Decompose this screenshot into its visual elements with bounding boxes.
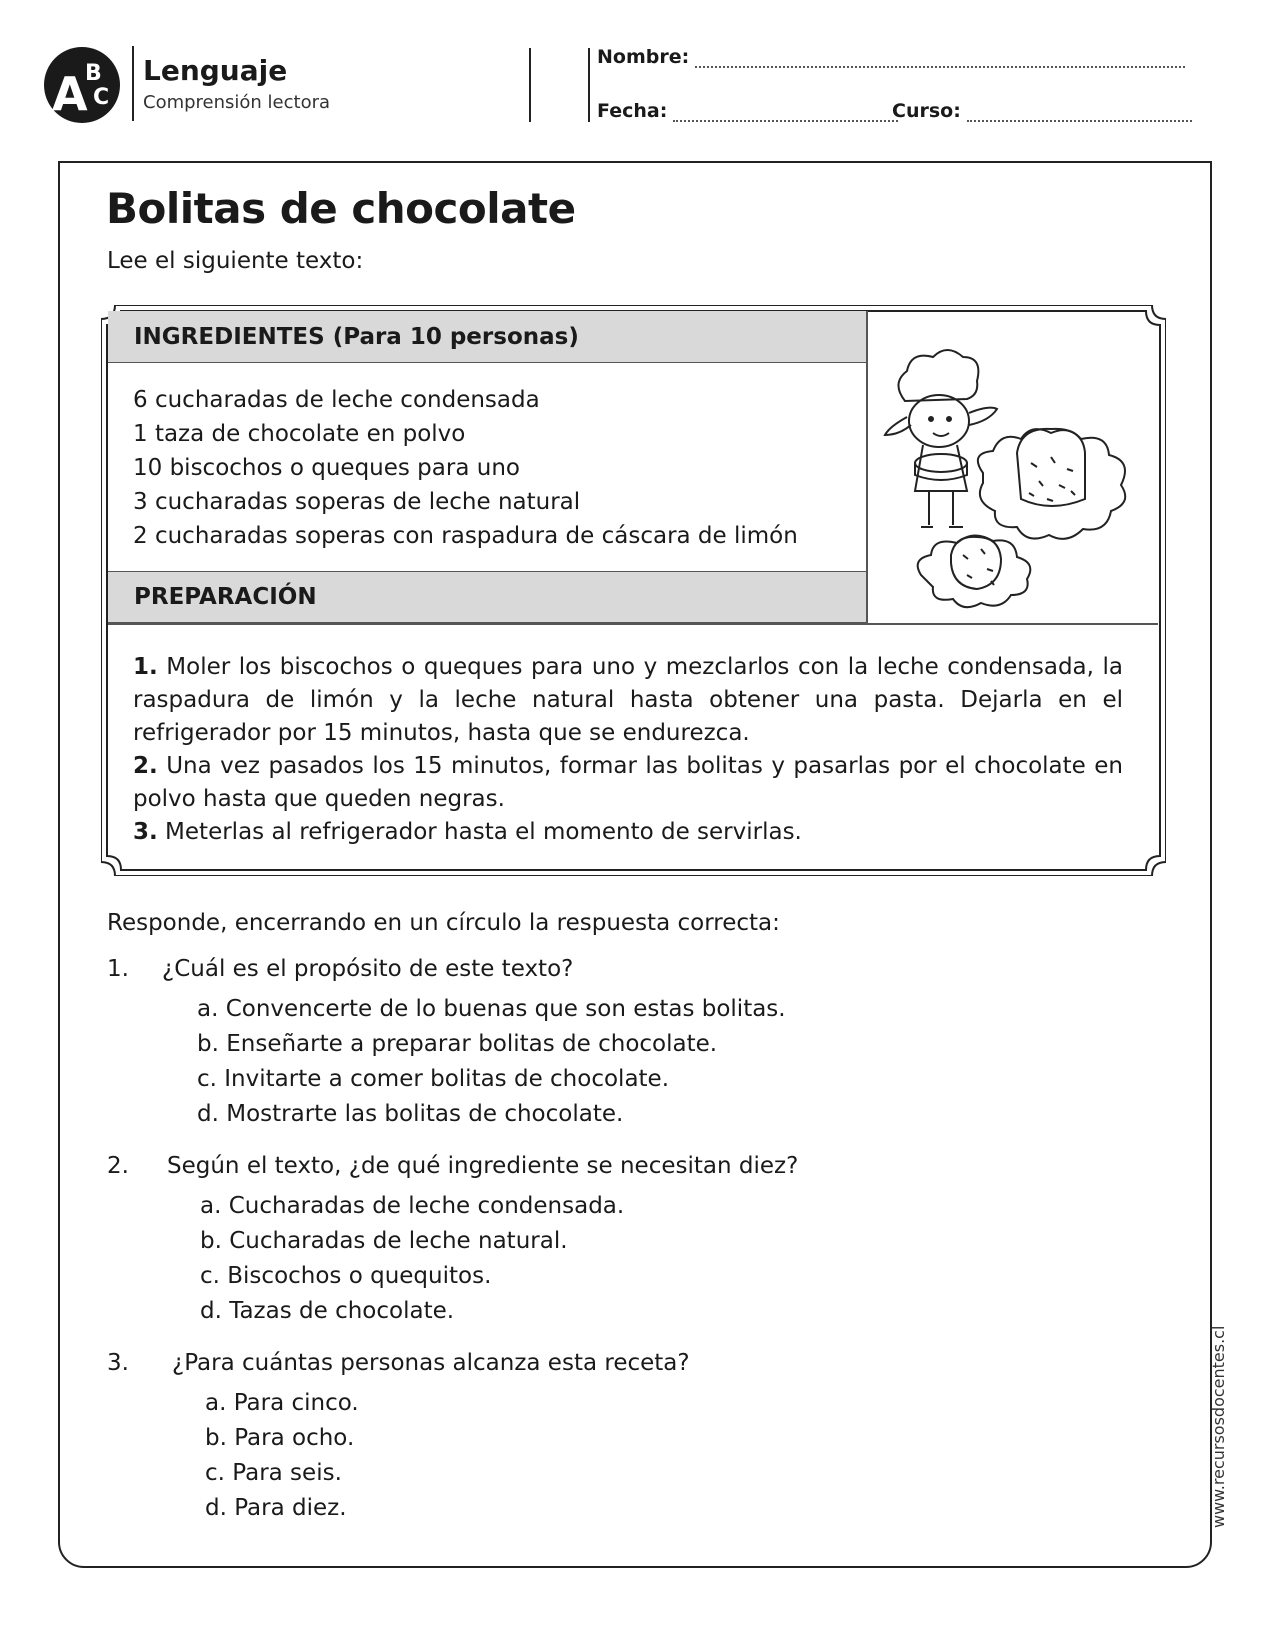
answer-option[interactable]: c. Para seis. xyxy=(205,1460,342,1486)
preparation-heading: PREPARACIÓN xyxy=(108,571,866,623)
answer-option[interactable]: b. Enseñarte a preparar bolitas de chocolate. xyxy=(197,1031,718,1057)
answer-option[interactable]: a. Cucharadas de leche condensada. xyxy=(200,1193,625,1219)
name-field[interactable] xyxy=(597,46,1185,68)
intro-text: Lee el siguiente texto: xyxy=(107,248,364,274)
answer-option[interactable]: b. Para ocho. xyxy=(205,1425,355,1451)
ingredients-list xyxy=(133,383,798,553)
step-number: 2. xyxy=(133,753,158,779)
preparation-step xyxy=(133,651,1123,750)
question-number: 1. xyxy=(107,956,129,982)
subject-subtitle: Comprensión lectora xyxy=(143,92,331,113)
date-field[interactable] xyxy=(597,100,898,122)
preparation-step xyxy=(133,816,1123,849)
recipe-box xyxy=(101,305,1166,876)
name-label: Nombre: xyxy=(597,46,690,68)
page-title: Bolitas de chocolate xyxy=(106,184,576,233)
ingredients-heading: INGREDIENTES (Para 10 personas) xyxy=(108,311,866,363)
answer-option[interactable]: c. Biscochos o quequitos. xyxy=(200,1263,492,1289)
answer-option[interactable]: d. Mostrarte las bolitas de chocolate. xyxy=(197,1101,624,1127)
ingredient-item: 10 biscochos o queques para uno xyxy=(133,455,520,481)
answer-option[interactable]: a. Para cinco. xyxy=(205,1390,359,1416)
date-line[interactable] xyxy=(673,102,898,122)
answer-option[interactable]: c. Invitarte a comer bolitas de chocolate. xyxy=(197,1066,670,1092)
options-list xyxy=(197,992,786,1132)
course-label: Curso: xyxy=(892,100,961,122)
question-number: 2. xyxy=(107,1153,129,1179)
chef-girl-chocolate-illustration xyxy=(871,323,1161,618)
answer-option[interactable]: d. Tazas de chocolate. xyxy=(200,1298,455,1324)
header-separator xyxy=(529,48,531,122)
question-text: ¿Cuál es el propósito de este texto? xyxy=(162,956,574,982)
ingredient-item: 1 taza de chocolate en polvo xyxy=(133,421,466,447)
table-divider xyxy=(108,623,1158,625)
table-divider xyxy=(866,311,868,623)
abc-logo xyxy=(43,46,121,124)
preparation-step xyxy=(133,750,1123,816)
step-number: 1. xyxy=(133,654,158,680)
options-list xyxy=(205,1386,359,1526)
header-divider xyxy=(132,46,134,121)
course-field[interactable] xyxy=(892,100,1192,122)
instructions: Responde, encerrando en un círculo la respuesta correcta: xyxy=(107,910,780,936)
name-line[interactable] xyxy=(695,48,1185,68)
step-number: 3. xyxy=(133,819,158,845)
course-line[interactable] xyxy=(967,102,1192,122)
header-separator xyxy=(588,48,590,122)
date-label: Fecha: xyxy=(597,100,668,122)
answer-option[interactable]: d. Para diez. xyxy=(205,1495,347,1521)
ingredient-item: 6 cucharadas de leche condensada xyxy=(133,387,540,413)
logo-letter-c: C xyxy=(93,85,110,110)
step-text: Una vez pasados los 15 minutos, formar las bolitas y pasarlas por el chocolate en polvo hasta que queden negras. xyxy=(133,753,1123,812)
ingredient-item: 2 cucharadas soperas con raspadura de cáscara de limón xyxy=(133,523,798,549)
question-text: Según el texto, ¿de qué ingrediente se necesitan diez? xyxy=(167,1153,799,1179)
options-list xyxy=(200,1189,624,1329)
preparation-steps xyxy=(133,651,1123,849)
subject-title: Lenguaje xyxy=(143,54,288,87)
step-text: Moler los biscochos o queques para uno y mezclarlos con la leche condensada, la raspadura de limón y la leche natural hasta obtener una pasta. Dejarla en el refrigerador por 15 minutos, hasta que se endurezca. xyxy=(133,654,1123,746)
step-text: Meterlas al refrigerador hasta el momento de servirlas. xyxy=(157,819,802,845)
website-credit: www.recursosdocentes.cl xyxy=(1209,1325,1228,1528)
answer-option[interactable]: b. Cucharadas de leche natural. xyxy=(200,1228,568,1254)
answer-option[interactable]: a. Convencerte de lo buenas que son estas bolitas. xyxy=(197,996,786,1022)
logo-letter-b: B xyxy=(85,61,102,86)
logo-letter-a: A xyxy=(52,67,88,121)
question-text: ¿Para cuántas personas alcanza esta receta? xyxy=(172,1350,690,1376)
question-number: 3. xyxy=(107,1350,129,1376)
ingredient-item: 3 cucharadas soperas de leche natural xyxy=(133,489,581,515)
